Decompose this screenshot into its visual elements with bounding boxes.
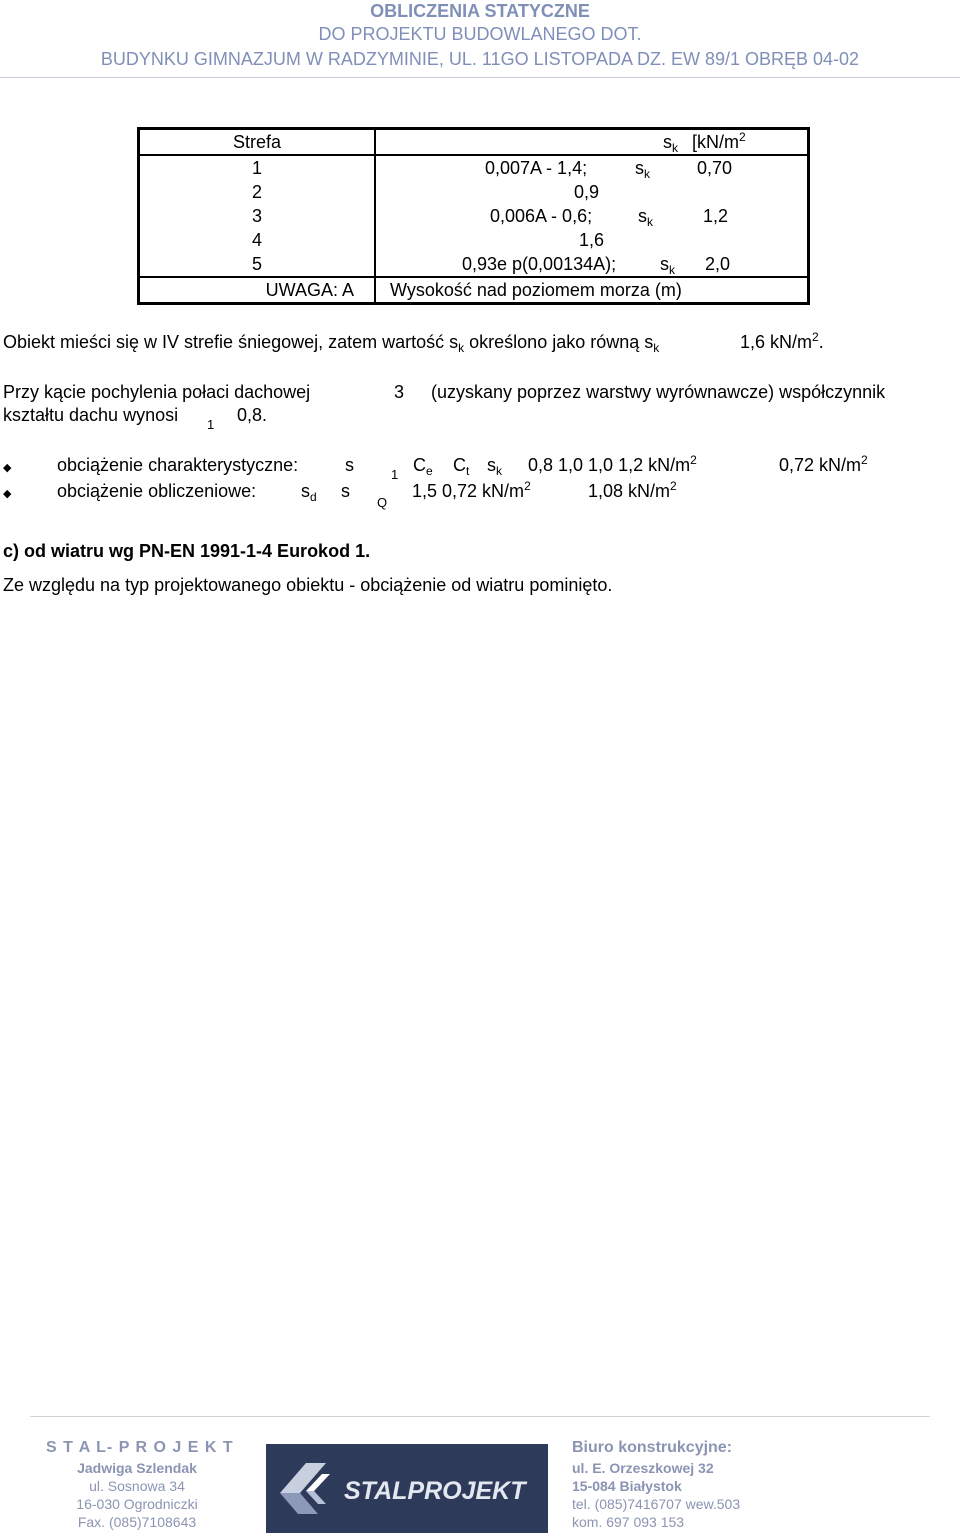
design-load-calc: 1,5 0,72 $kN/m^2$ [412, 479, 531, 501]
shape-coefficient-value: 0,8. [237, 405, 268, 425]
snow-zone-table [137, 127, 810, 305]
project-description: BUDYNKU GIMNAZJUM W RADZYMINIE, UL. 11GO LISTOPADA DZ. EW 89/1 OBRĘB 04-02 [100, 49, 860, 69]
header-s: s [663, 132, 672, 152]
para1-sup: 2 [812, 330, 819, 344]
table-row [139, 155, 809, 180]
zone-cell: 1 [139, 155, 376, 180]
formula-cell: 1,6 [579, 230, 605, 250]
logo-text: STALPROJEKT [344, 1477, 526, 1505]
shape-coefficient-label: kształtu dachu wynosi [3, 405, 179, 425]
diamond-bullet-icon: ◆ [3, 462, 12, 474]
zone-cell: 2 [139, 180, 376, 204]
mu1-subscript: 1 [207, 417, 215, 432]
zone-cell: 3 [139, 204, 376, 228]
characteristic-load-label: obciążenie charakterystyczne: [57, 455, 299, 475]
min-value-cell: 2,0 [705, 254, 731, 274]
footer-fax: Fax. (085)7108643 [77, 1514, 197, 1530]
footer-city: 16-030 Ogrodniczki [76, 1496, 198, 1512]
snow-load-value [740, 331, 824, 353]
char-load-result: 0,72 $kN/m^2$ [779, 453, 868, 475]
gamma-q-subscript: Q [377, 495, 388, 510]
sk-symbol: s [635, 158, 644, 178]
design-s-symbol: s [341, 481, 350, 501]
para1-mid: określono jako równą s [464, 332, 654, 352]
wind-section-heading: c) od wiatru wg PN-EN 1991-1-4 Eurokod 1. [3, 541, 371, 561]
footer-office-title: Biuro konstrukcyjne: [572, 1439, 733, 1456]
table-row [139, 228, 809, 252]
para1-sub2: k [653, 341, 660, 355]
document-subtitle: DO PROJEKTU BUDOWLANEGO DOT. [318, 24, 642, 44]
table-row [139, 252, 809, 277]
header-unit-sup: 2 [739, 130, 746, 144]
char-mu-subscript: 1 [391, 467, 399, 482]
sk-sub: k [669, 263, 675, 277]
note-text: Wysokość nad poziomem morza (m) [390, 280, 682, 300]
stalprojekt-logo-icon [266, 1444, 548, 1533]
table-header-row [139, 129, 809, 156]
document-title: OBLICZENIA STATYCZNE [370, 1, 590, 21]
design-load-result: 1,08 $kN/m^2$ [588, 479, 677, 501]
footer-street: ul. Sosnowa 34 [89, 1478, 185, 1494]
zone-cell: 4 [139, 228, 376, 252]
para1-sub1: k [458, 341, 465, 355]
footer-office-city: 15-084 Białystok [572, 1478, 682, 1494]
formula-cell: 0,9 [574, 182, 600, 202]
load-column-header [375, 129, 809, 156]
snow-zone-paragraph [3, 331, 659, 353]
sk-symbol: $s_k$ [487, 455, 502, 478]
para1-end: . [818, 332, 824, 352]
zone-cell: 5 [139, 252, 376, 277]
footer-owner-name: Jadwiga Szlendak [77, 1460, 197, 1476]
footer-company: S T A L- P R O J E K T [46, 1439, 234, 1456]
sk-sub: k [644, 167, 650, 181]
min-value-cell: 0,70 [697, 158, 733, 178]
diamond-bullet-icon: ◆ [3, 488, 12, 500]
header-unit: [kN/m [692, 132, 739, 152]
ct-symbol: $C_t$ [453, 455, 470, 478]
sd-symbol: $s_d$ [301, 481, 317, 504]
company-logo [266, 1444, 548, 1533]
footer-office-mobile: kom. 697 093 153 [572, 1514, 685, 1530]
wind-section-text: Ze względu na typ projektowanego obiektu - obciążenie od wiatru pominięto. [3, 575, 613, 595]
roof-angle-text: Przy kącie pochylenia połaci dachowej [3, 382, 311, 402]
sk-symbol: s [660, 254, 669, 274]
table-row [139, 180, 809, 204]
formula-cell: 0,006A - 0,6; [490, 206, 593, 226]
footer-divider [30, 1416, 930, 1417]
formula-cell: 0,007A - 1,4; [485, 158, 588, 178]
table-note-row [139, 277, 809, 304]
min-value-cell: 1,2 [703, 206, 729, 226]
roof-angle-note: (uzyskany poprzez warstwy wyrównawcze) współczynnik [431, 382, 886, 402]
sk-sub: k [647, 215, 653, 229]
header-divider [0, 77, 960, 78]
design-load-label: obciążenie obliczeniowe: [57, 481, 257, 501]
para1-text: Obiekt mieści się w IV strefie śniegowej, zatem wartość s [3, 332, 459, 352]
roof-angle-value: 3 [394, 382, 405, 402]
formula-cell: 0,93e p(0,00134A); [462, 254, 617, 274]
sk-symbol: s [638, 206, 647, 226]
zone-column-header: Strefa [139, 129, 376, 156]
char-s-symbol: s [345, 455, 354, 475]
ce-symbol: $C_e$ [413, 455, 433, 478]
table-row [139, 204, 809, 228]
footer-office-street: ul. E. Orzeszkowej 32 [572, 1460, 714, 1476]
note-label: UWAGA: A [139, 277, 376, 304]
para1-value: 1,6 kN/m [740, 332, 813, 352]
footer-office-tel: tel. (085)7416707 wew.503 [572, 1496, 741, 1512]
char-load-calc: 0,8 1,0 1,0 1,2 $kN/m^2$ [528, 453, 697, 475]
header-s-sub: k [672, 141, 678, 155]
